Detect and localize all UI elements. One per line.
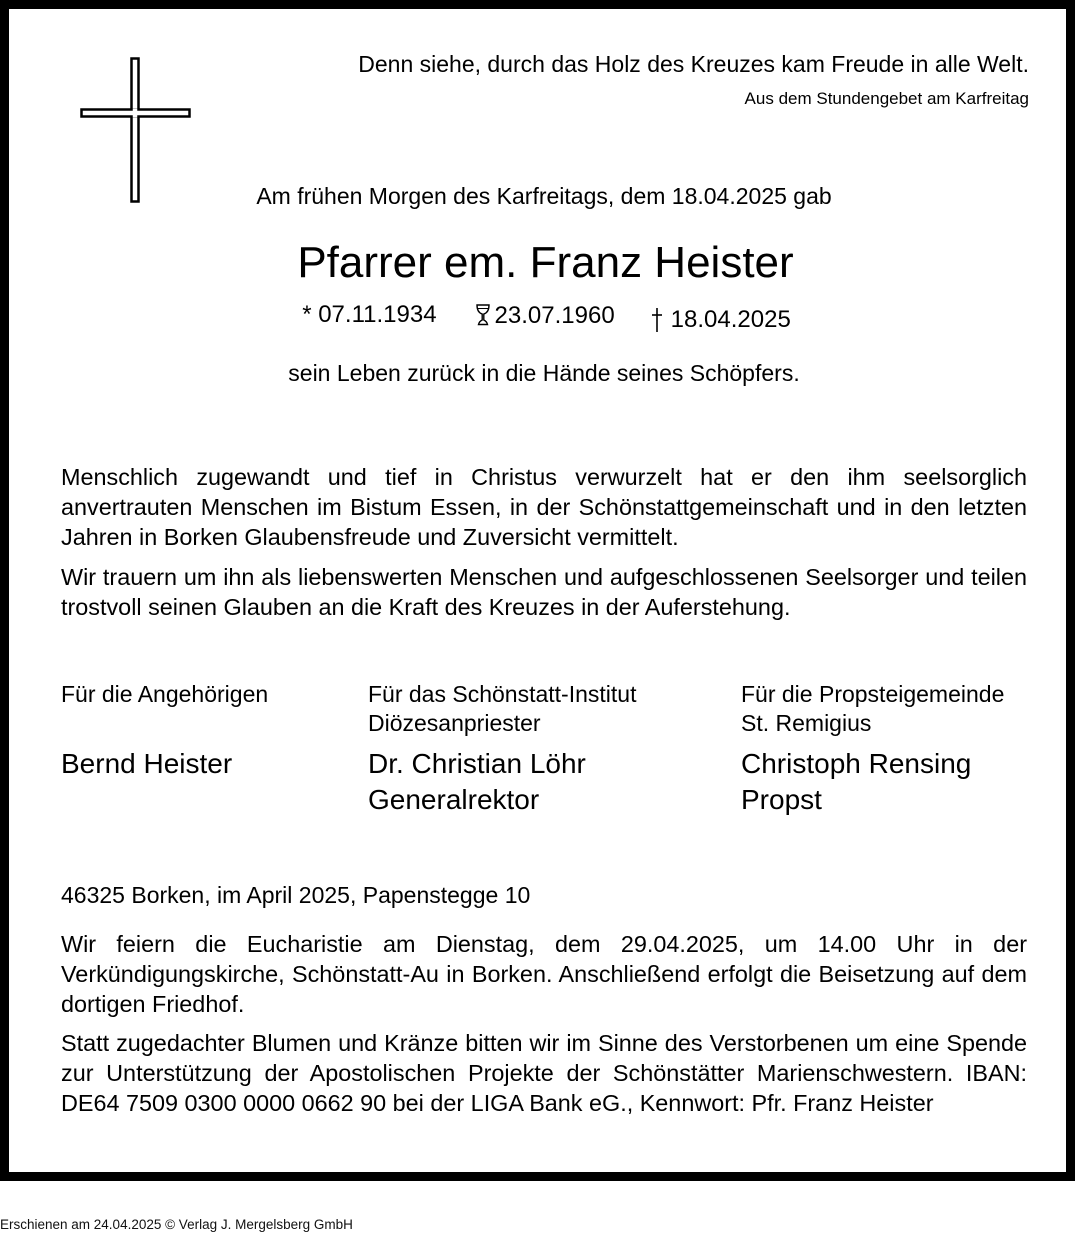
signature-role-line2: Diözesanpriester [368, 710, 541, 736]
life-dates [9, 301, 1075, 334]
death-date [651, 301, 791, 334]
donation-paragraph: Statt zugedachter Blumen und Kränze bitten wir im Sinne des Verstorbenen um eine Spende zur Unterstützung der Apostolischen Projekte der Schönstätter Marienschwestern. IBAN: DE64 7509 0300 0000 0662 90 bei der LIGA Bank eG., Kennwort: Pfr. Franz Heister [61, 1030, 1027, 1116]
signature-name: Bernd Heister [61, 748, 233, 779]
publication-footer: Erschienen am 24.04.2025 © Verlag J. Mergelsberg GmbH [0, 1217, 353, 1232]
outro-line: sein Leben zurück in die Hände seines Schöpfers. [288, 360, 800, 386]
birth-symbol: * [302, 301, 312, 328]
tribute-paragraph-1: Menschlich zugewandt und tief in Christus verwurzelt hat er den ihm seelsorglich anvertrauten Menschen im Bistum Essen, in der Schönstattgemeinschaft und in den letzten Jahren in Borken Glaubensfreude und Zuversicht vermittelt. [61, 464, 1027, 550]
signature-role-line2 [61, 709, 268, 738]
chalice-icon [474, 304, 492, 326]
address-line: 46325 Borken, im April 2025, Papenstegge 10 [61, 882, 531, 908]
signature-institute [368, 680, 636, 818]
signature-family [61, 680, 268, 782]
birth-date [302, 301, 436, 334]
signature-parish [741, 680, 1004, 818]
signature-role: Für die Propsteigemeinde [741, 681, 1005, 707]
deceased-name: Pfarrer em. Franz Heister [297, 238, 794, 287]
signature-role: Für die Angehörigen [61, 681, 269, 707]
tribute-paragraph-2: Wir trauern um ihn als liebenswerten Menschen und aufgeschlossenen Seelsorger und teilen trostvoll seinen Glauben an die Kraft des Kreuzes in der Auferstehung. [61, 564, 1027, 620]
signature-title: Generalrektor [368, 784, 540, 815]
signature-name: Dr. Christian Löhr [368, 748, 586, 779]
motto-source: Aus dem Stundengebet am Karfreitag [744, 89, 1029, 108]
birth-date-value: 07.11.1934 [318, 301, 437, 328]
intro-line: Am frühen Morgen des Karfreitags, dem 18.04.2025 gab [256, 183, 832, 209]
signature-name: Christoph Rensing [741, 748, 972, 779]
death-date-value: 18.04.2025 [670, 306, 791, 333]
signature-title: Propst [741, 784, 822, 815]
ordination-date [474, 301, 615, 334]
dagger-cross-icon [651, 307, 663, 333]
cross-icon [80, 57, 191, 203]
signature-role: Für das Schönstatt-Institut [368, 681, 637, 707]
ordination-date-value: 23.07.1960 [494, 302, 615, 329]
motto-quote: Denn siehe, durch das Holz des Kreuzes kam Freude in alle Welt. [358, 51, 1029, 77]
service-paragraph: Wir feiern die Eucharistie am Dienstag, dem 29.04.2025, um 14.00 Uhr in der Verkündigungskirche, Schönstatt-Au in Borken. Anschließend erfolgt die Beisetzung auf dem dortigen Friedhof. [61, 931, 1027, 1017]
signature-role-line2: St. Remigius [741, 710, 872, 736]
